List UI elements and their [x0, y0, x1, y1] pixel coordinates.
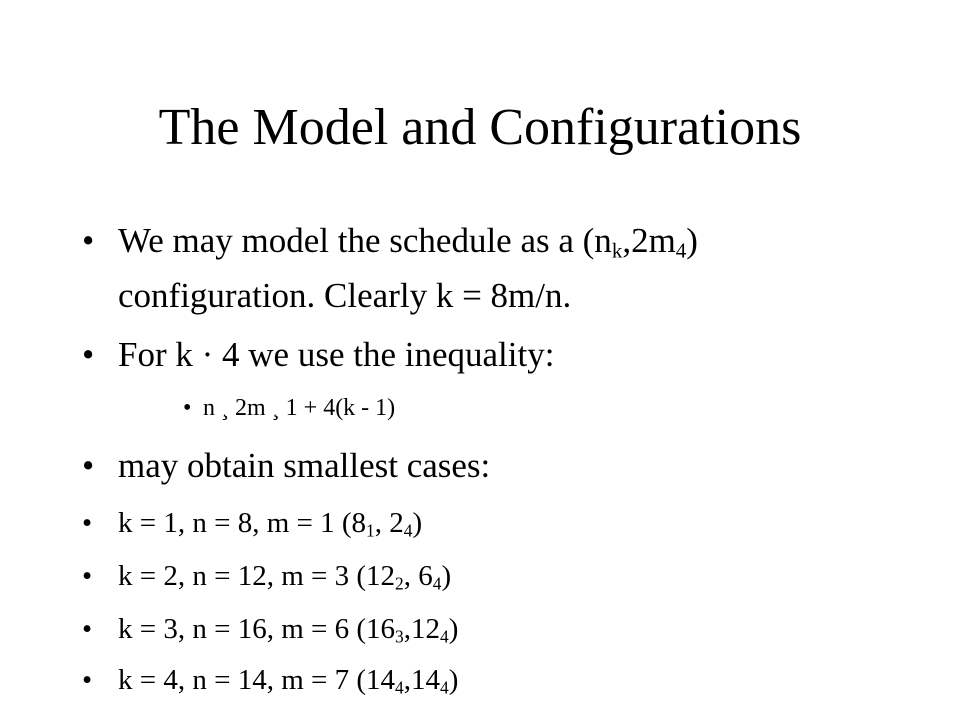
bullet-text: may obtain smallest cases: [118, 446, 491, 485]
subscript: 3 [395, 626, 404, 647]
bullet-dot: • [82, 221, 95, 260]
bullet-dot: • [82, 664, 93, 696]
case-text [118, 611, 458, 647]
subscript: 2 [395, 573, 404, 594]
bullet-dot: • [82, 613, 93, 645]
bullet-dot: • [82, 446, 95, 485]
text-run: k = 3, n = 16, m = 6 (16 [118, 613, 396, 645]
text-run: ) [448, 664, 459, 696]
text-run: ) [686, 221, 698, 260]
subscript: 4 [403, 520, 413, 541]
subscript: 4 [439, 626, 449, 647]
text-run: ,12 [403, 613, 440, 645]
subscript: 4 [439, 677, 449, 698]
text-run: ,2m [622, 221, 676, 260]
text-run: ) [448, 613, 459, 645]
subscript: 4 [395, 677, 404, 698]
bullet-text: For k · 4 we use the inequality: [118, 335, 555, 374]
bullet-dot: • [82, 507, 93, 539]
subscript: 1 [366, 520, 375, 541]
bullet-dot: • [82, 335, 95, 374]
bullet-text-line2: configuration. Clearly k = 8m/n. [118, 276, 572, 315]
text-run: , 2 [374, 507, 404, 539]
case-text [118, 505, 422, 541]
case-text [118, 662, 458, 698]
text-run: k = 2, n = 12, m = 3 (12 [118, 560, 396, 592]
bullet-dot: • [82, 560, 93, 592]
text-run: , 6 [403, 560, 433, 592]
text-run: k = 1, n = 8, m = 1 (8 [118, 507, 367, 539]
subscript: k [611, 238, 623, 263]
slide-title: The Model and Configurations [158, 99, 802, 156]
text-run: ) [412, 507, 423, 539]
text-run: ,14 [403, 664, 440, 696]
text-run: We may model the schedule as a (n [118, 221, 612, 260]
text-run: k = 4, n = 14, m = 7 (14 [118, 664, 396, 696]
text-run: ) [441, 560, 452, 592]
bullet-text [118, 220, 698, 262]
bullet-text: n ¸ 2m ¸ 1 + 4(k - 1) [203, 395, 396, 421]
case-text [118, 558, 451, 594]
bullet-dot: • [183, 395, 192, 421]
subscript: 4 [675, 238, 687, 263]
subscript: 4 [432, 573, 442, 594]
